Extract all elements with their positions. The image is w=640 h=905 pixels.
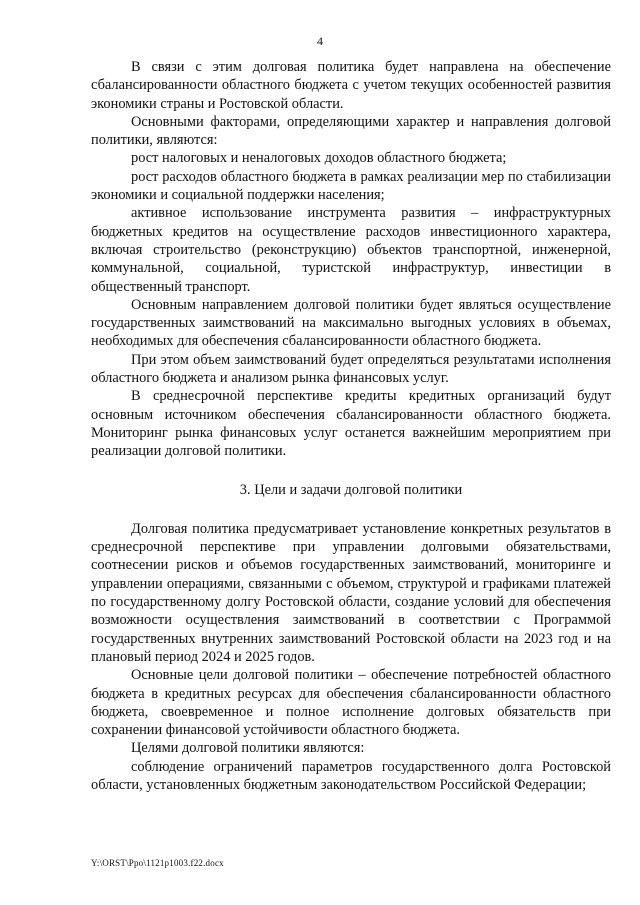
paragraph: активное использование инструмента развития – инфраструктурных бюджетных кредитов на осуществление расходов инвестиционного характера, включая строительство (реконструкцию) объектов транспортной, инженерной, коммунальной, социальной, туристской инфраструктур, инвестиции в общественный транспорт. — [91, 205, 611, 295]
paragraph: соблюдение ограничений параметров государственного долга Ростовской области, установленных бюджетным законодательством Российской Федерации; — [91, 758, 611, 793]
section-heading: 3. Цели и задачи долговой политики — [239, 481, 463, 498]
paragraph: Основным направлением долговой политики будет являться осуществление государственных заимствований на максимально выгодных условиях в объемах, необходимых для обеспечения сбалансированности областного бюджета. — [91, 296, 611, 350]
paragraph: Целями долговой политики являются: — [131, 740, 365, 757]
paragraph: В связи с этим долговая политика будет направлена на обеспечение сбалансированности областного бюджета с учетом текущих особенностей развития экономики страны и Ростовской области. — [91, 59, 611, 112]
paragraph: При этом объем заимствований будет определяться результатами исполнения областного бюджета и анализом рынка финансовых услуг. — [91, 351, 611, 387]
paragraph: Основными факторами, определяющими характер и направления долговой политики, являются: — [91, 113, 611, 149]
document-body — [91, 58, 611, 794]
file-path-footer: Y:\ORST\Ppo\1121p1003.f22.docx — [91, 858, 224, 868]
page-number: 4 — [317, 34, 323, 48]
paragraph: рост налоговых и неналоговых доходов областного бюджета; — [131, 150, 507, 167]
paragraph: рост расходов областного бюджета в рамках реализации мер по стабилизации экономики и социальной поддержки населения; — [91, 168, 611, 204]
paragraph: Долговая политика предусматривает установление конкретных результатов в среднесрочной перспективе при управлении долговыми обязательствами, соотнесении рисков и объемов государственных заимствований, мониторинге и управлении операциями, связанными с объемом, структурой и графиками платежей по государственному долгу Ростовской области, создание условий для обеспечения возможности осуществления заимствований в соответствии с Программой государственных внутренних заимствований Ростовской области на 2023 год и на плановый период 2024 и 2025 годов. — [91, 520, 611, 665]
paragraph: Основные цели долговой политики – обеспечение потребностей областного бюджета в кредитных ресурсах для обеспечения сбалансированности областного бюджета, своевременное и полное исполнение долговых обязательств при сохранении финансовой устойчивости областного бюджета. — [91, 667, 611, 739]
paragraph: В среднесрочной перспективе кредиты кредитных организаций будут основным источником обеспечения сбалансированности областного бюджета. Мониторинг рынка финансовых услуг останется важнейшим мероприятием при реализации долговой политики. — [91, 388, 611, 460]
